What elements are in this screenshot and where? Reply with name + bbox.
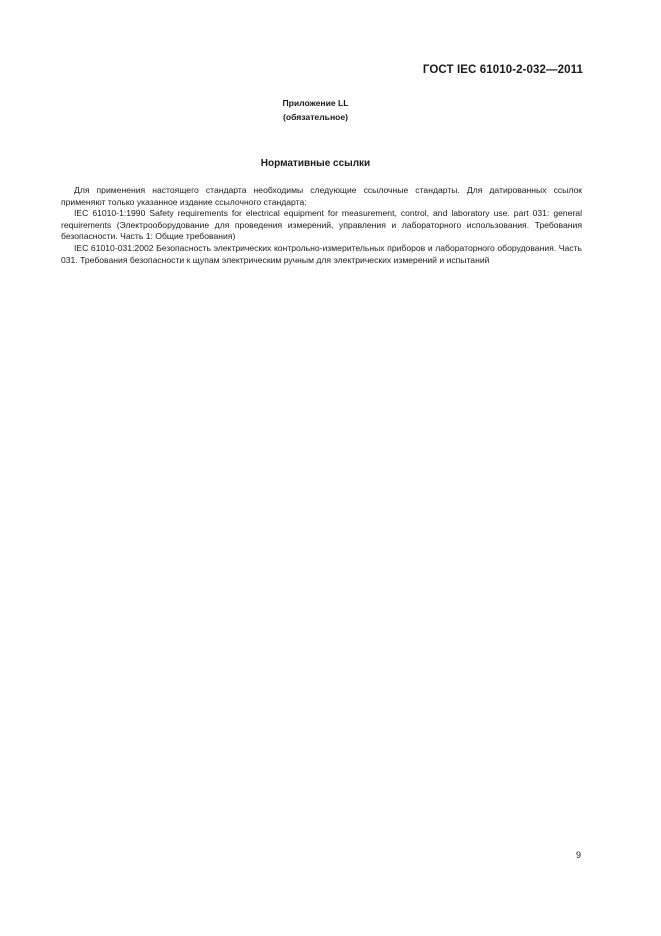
document-header-code: ГОСТ IEC 61010-2-032—2011 xyxy=(422,64,583,76)
annex-label: Приложение LL xyxy=(282,98,349,108)
annex-status: (обязательное) xyxy=(282,112,349,122)
page-number: 9 xyxy=(575,850,581,860)
annex-heading xyxy=(0,96,631,124)
intro-paragraph: Для применения настоящего стандарта необходимы следующие ссылочные стандарты. Для датированных ссылок применяют только указанное издание ссылочного стандарта: xyxy=(61,185,582,207)
section-body xyxy=(61,185,582,266)
reference-iec-61010-031: IEC 61010-031:2002 Безопасность электрических контрольно-измерительных приборов и лабораторного оборудования. Часть 031. Требования безопасности к щупам электрическим ручным для электрических измерений и испытаний xyxy=(61,242,582,265)
reference-iec-61010-1: IEC 61010-1:1990 Safety requirements for electrical equipment for measurement, control, and laboratory use. part 031: general requirements (Электрооборудование для проведения измерений, управления и лабораторного использования. Требования безопасности. Часть 1: Общие требования) xyxy=(61,208,582,242)
section-title: Нормативные ссылки xyxy=(260,158,371,169)
